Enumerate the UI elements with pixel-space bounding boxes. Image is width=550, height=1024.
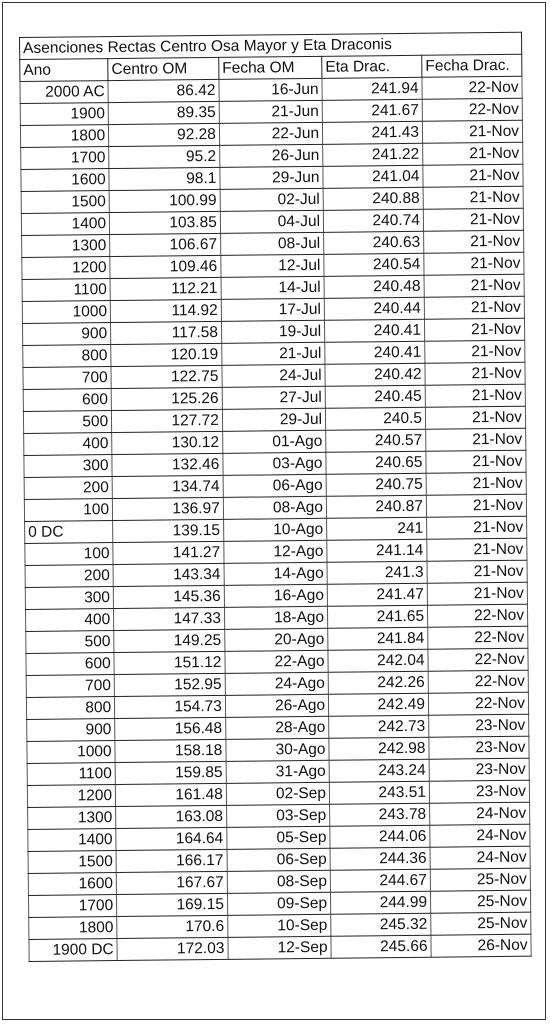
cell-fecha-om: 10-Sep bbox=[228, 914, 331, 937]
cell-centro-om: 169.15 bbox=[117, 893, 228, 916]
cell-ano: 1000 bbox=[27, 741, 115, 764]
cell-eta-drac: 244.99 bbox=[331, 891, 431, 914]
cell-fecha-om: 26-Jun bbox=[219, 144, 322, 167]
cell-centro-om: 156.48 bbox=[115, 717, 226, 740]
cell-centro-om: 92.28 bbox=[109, 123, 220, 146]
cell-fecha-drac: 21-Nov bbox=[427, 538, 527, 561]
right-ascension-table bbox=[19, 32, 532, 962]
cell-fecha-om: 21-Jul bbox=[222, 342, 325, 365]
cell-ano: 600 bbox=[26, 653, 114, 676]
cell-fecha-drac: 21-Nov bbox=[423, 208, 523, 231]
cell-eta-drac: 244.06 bbox=[330, 825, 430, 848]
cell-ano: 1300 bbox=[28, 807, 116, 830]
cell-fecha-om: 12-Sep bbox=[228, 936, 331, 959]
cell-ano: 800 bbox=[23, 345, 111, 368]
cell-fecha-drac: 21-Nov bbox=[424, 230, 524, 253]
cell-centro-om: 103.85 bbox=[109, 211, 220, 234]
cell-fecha-om: 06-Ago bbox=[223, 474, 326, 497]
cell-fecha-om: 01-Ago bbox=[222, 430, 325, 453]
cell-ano: 300 bbox=[24, 455, 112, 478]
cell-ano: 300 bbox=[25, 587, 113, 610]
cell-eta-drac: 245.32 bbox=[331, 913, 431, 936]
cell-fecha-drac: 23-Nov bbox=[429, 736, 529, 759]
cell-ano: 700 bbox=[26, 675, 114, 698]
cell-centro-om: 117.58 bbox=[111, 321, 222, 344]
cell-centro-om: 134.74 bbox=[112, 475, 223, 498]
cell-fecha-drac: 24-Nov bbox=[430, 802, 530, 825]
cell-centro-om: 172.03 bbox=[117, 937, 228, 960]
cell-fecha-om: 08-Jul bbox=[220, 232, 323, 255]
cell-fecha-om: 16-Jun bbox=[219, 78, 322, 101]
cell-fecha-drac: 22-Nov bbox=[428, 626, 528, 649]
cell-eta-drac: 242.04 bbox=[328, 649, 428, 672]
cell-fecha-om: 08-Ago bbox=[223, 496, 326, 519]
cell-ano: 1800 bbox=[29, 917, 117, 940]
cell-ano: 0 DC bbox=[25, 521, 113, 544]
cell-eta-drac: 240.5 bbox=[325, 407, 425, 430]
cell-centro-om: 166.17 bbox=[116, 849, 227, 872]
cell-centro-om: 164.64 bbox=[116, 827, 227, 850]
cell-fecha-drac: 21-Nov bbox=[427, 560, 527, 583]
cell-ano: 900 bbox=[23, 323, 111, 346]
cell-eta-drac: 243.24 bbox=[329, 759, 429, 782]
cell-fecha-om: 16-Ago bbox=[224, 584, 327, 607]
cell-fecha-drac: 21-Nov bbox=[423, 186, 523, 209]
cell-eta-drac: 240.75 bbox=[326, 473, 426, 496]
cell-centro-om: 151.12 bbox=[114, 651, 225, 674]
cell-ano: 1400 bbox=[28, 829, 116, 852]
cell-centro-om: 120.19 bbox=[111, 343, 222, 366]
cell-centro-om: 141.27 bbox=[113, 541, 224, 564]
cell-ano: 500 bbox=[26, 631, 114, 654]
cell-ano: 1900 bbox=[20, 103, 108, 126]
cell-ano: 800 bbox=[26, 697, 114, 720]
cell-eta-drac: 241.65 bbox=[328, 605, 428, 628]
cell-centro-om: 86.42 bbox=[108, 79, 219, 102]
cell-fecha-om: 02-Sep bbox=[226, 782, 329, 805]
cell-ano: 1600 bbox=[21, 169, 109, 192]
cell-fecha-om: 17-Jul bbox=[221, 298, 324, 321]
cell-eta-drac: 243.78 bbox=[330, 803, 430, 826]
cell-eta-drac: 241.47 bbox=[327, 583, 427, 606]
header-centro-om: Centro OM bbox=[108, 57, 219, 80]
header-eta-drac: Eta Drac. bbox=[322, 55, 422, 78]
cell-ano: 1900 DC bbox=[29, 939, 117, 962]
cell-fecha-drac: 24-Nov bbox=[430, 824, 530, 847]
cell-centro-om: 95.2 bbox=[109, 145, 220, 168]
cell-fecha-drac: 21-Nov bbox=[424, 252, 524, 275]
cell-eta-drac: 240.87 bbox=[326, 495, 426, 518]
cell-fecha-om: 14-Ago bbox=[224, 562, 327, 585]
cell-fecha-drac: 21-Nov bbox=[425, 340, 525, 363]
cell-fecha-om: 21-Jun bbox=[219, 100, 322, 123]
cell-fecha-drac: 25-Nov bbox=[430, 868, 530, 891]
cell-fecha-om: 28-Ago bbox=[225, 716, 328, 739]
cell-fecha-om: 22-Ago bbox=[225, 650, 328, 673]
cell-centro-om: 130.12 bbox=[112, 431, 223, 454]
cell-eta-drac: 240.44 bbox=[324, 297, 424, 320]
cell-fecha-om: 31-Ago bbox=[226, 760, 329, 783]
cell-fecha-om: 05-Sep bbox=[227, 826, 330, 849]
cell-ano: 1100 bbox=[27, 763, 115, 786]
cell-ano: 1200 bbox=[22, 257, 110, 280]
cell-eta-drac: 242.26 bbox=[328, 671, 428, 694]
cell-fecha-om: 20-Ago bbox=[225, 628, 328, 651]
cell-fecha-om: 29-Jul bbox=[222, 408, 325, 431]
cell-eta-drac: 241.14 bbox=[327, 539, 427, 562]
cell-ano: 100 bbox=[24, 499, 112, 522]
cell-fecha-om: 19-Jul bbox=[221, 320, 324, 343]
cell-eta-drac: 242.49 bbox=[328, 693, 428, 716]
header-fecha-drac: Fecha Drac. bbox=[422, 54, 522, 77]
cell-fecha-om: 24-Ago bbox=[225, 672, 328, 695]
cell-eta-drac: 244.67 bbox=[330, 869, 430, 892]
cell-eta-drac: 240.54 bbox=[324, 253, 424, 276]
cell-eta-drac: 240.88 bbox=[323, 187, 423, 210]
cell-centro-om: 127.72 bbox=[112, 409, 223, 432]
cell-centro-om: 163.08 bbox=[116, 805, 227, 828]
cell-eta-drac: 241.22 bbox=[323, 143, 423, 166]
cell-centro-om: 170.6 bbox=[117, 915, 228, 938]
cell-fecha-drac: 21-Nov bbox=[426, 428, 526, 451]
cell-eta-drac: 241 bbox=[327, 517, 427, 540]
cell-eta-drac: 241.67 bbox=[322, 99, 422, 122]
cell-ano: 1000 bbox=[22, 301, 110, 324]
cell-fecha-om: 04-Jul bbox=[220, 210, 323, 233]
cell-fecha-drac: 21-Nov bbox=[427, 582, 527, 605]
cell-centro-om: 109.46 bbox=[110, 255, 221, 278]
cell-fecha-drac: 21-Nov bbox=[423, 164, 523, 187]
cell-centro-om: 167.67 bbox=[116, 871, 227, 894]
cell-ano: 900 bbox=[27, 719, 115, 742]
cell-eta-drac: 240.41 bbox=[325, 319, 425, 342]
cell-fecha-drac: 21-Nov bbox=[427, 516, 527, 539]
cell-centro-om: 147.33 bbox=[114, 607, 225, 630]
scanned-table-sheet bbox=[19, 32, 532, 962]
cell-fecha-drac: 21-Nov bbox=[422, 120, 522, 143]
cell-fecha-drac: 22-Nov bbox=[428, 648, 528, 671]
cell-centro-om: 89.35 bbox=[108, 101, 219, 124]
cell-fecha-om: 26-Ago bbox=[225, 694, 328, 717]
cell-eta-drac: 244.36 bbox=[330, 847, 430, 870]
cell-eta-drac: 245.66 bbox=[331, 935, 431, 958]
cell-fecha-om: 29-Jun bbox=[220, 166, 323, 189]
cell-ano: 1200 bbox=[27, 785, 115, 808]
table-row bbox=[29, 934, 531, 961]
cell-fecha-om: 22-Jun bbox=[219, 122, 322, 145]
cell-fecha-drac: 25-Nov bbox=[430, 890, 530, 913]
cell-ano: 600 bbox=[23, 389, 111, 412]
cell-fecha-om: 18-Ago bbox=[224, 606, 327, 629]
cell-fecha-drac: 22-Nov bbox=[427, 604, 527, 627]
cell-eta-drac: 243.51 bbox=[329, 781, 429, 804]
cell-fecha-drac: 25-Nov bbox=[431, 912, 531, 935]
cell-eta-drac: 240.48 bbox=[324, 275, 424, 298]
cell-fecha-drac: 21-Nov bbox=[426, 494, 526, 517]
table-title: Asenciones Rectas Centro Osa Mayor y Eta Draconis bbox=[20, 32, 522, 59]
cell-centro-om: 132.46 bbox=[112, 453, 223, 476]
cell-ano: 100 bbox=[25, 543, 113, 566]
cell-centro-om: 161.48 bbox=[115, 783, 226, 806]
cell-ano: 2000 AC bbox=[20, 81, 108, 104]
cell-centro-om: 125.26 bbox=[111, 387, 222, 410]
cell-ano: 500 bbox=[23, 411, 111, 434]
cell-fecha-om: 03-Ago bbox=[223, 452, 326, 475]
cell-eta-drac: 241.84 bbox=[328, 627, 428, 650]
cell-fecha-drac: 26-Nov bbox=[431, 934, 531, 957]
cell-centro-om: 136.97 bbox=[112, 497, 223, 520]
cell-fecha-om: 27-Jul bbox=[222, 386, 325, 409]
cell-ano: 1800 bbox=[20, 125, 108, 148]
cell-fecha-drac: 22-Nov bbox=[428, 692, 528, 715]
cell-centro-om: 139.15 bbox=[113, 519, 224, 542]
cell-fecha-drac: 22-Nov bbox=[428, 670, 528, 693]
cell-fecha-drac: 21-Nov bbox=[426, 472, 526, 495]
cell-centro-om: 112.21 bbox=[110, 277, 221, 300]
cell-fecha-drac: 21-Nov bbox=[426, 450, 526, 473]
cell-fecha-drac: 21-Nov bbox=[424, 274, 524, 297]
cell-eta-drac: 240.63 bbox=[324, 231, 424, 254]
cell-ano: 1400 bbox=[21, 213, 109, 236]
header-fecha-om: Fecha OM bbox=[219, 56, 322, 79]
cell-fecha-drac: 22-Nov bbox=[422, 76, 522, 99]
cell-centro-om: 100.99 bbox=[109, 189, 220, 212]
cell-eta-drac: 241.3 bbox=[327, 561, 427, 584]
cell-ano: 1700 bbox=[28, 895, 116, 918]
cell-fecha-drac: 23-Nov bbox=[429, 758, 529, 781]
cell-fecha-om: 09-Sep bbox=[227, 892, 330, 915]
cell-eta-drac: 242.73 bbox=[329, 715, 429, 738]
cell-centro-om: 114.92 bbox=[110, 299, 221, 322]
cell-eta-drac: 241.94 bbox=[322, 77, 422, 100]
cell-eta-drac: 241.43 bbox=[322, 121, 422, 144]
cell-fecha-om: 30-Ago bbox=[226, 738, 329, 761]
cell-ano: 1500 bbox=[28, 851, 116, 874]
cell-centro-om: 149.25 bbox=[114, 629, 225, 652]
cell-fecha-drac: 21-Nov bbox=[424, 318, 524, 341]
cell-centro-om: 159.85 bbox=[115, 761, 226, 784]
cell-fecha-drac: 21-Nov bbox=[425, 406, 525, 429]
cell-ano: 1700 bbox=[21, 147, 109, 170]
cell-ano: 400 bbox=[24, 433, 112, 456]
cell-centro-om: 145.36 bbox=[113, 585, 224, 608]
cell-ano: 700 bbox=[23, 367, 111, 390]
cell-eta-drac: 241.04 bbox=[323, 165, 423, 188]
cell-ano: 1500 bbox=[21, 191, 109, 214]
cell-eta-drac: 240.74 bbox=[323, 209, 423, 232]
table-body bbox=[20, 76, 531, 961]
cell-centro-om: 122.75 bbox=[111, 365, 222, 388]
cell-ano: 1300 bbox=[22, 235, 110, 258]
cell-fecha-drac: 21-Nov bbox=[425, 384, 525, 407]
cell-eta-drac: 240.41 bbox=[325, 341, 425, 364]
cell-centro-om: 158.18 bbox=[115, 739, 226, 762]
cell-eta-drac: 240.57 bbox=[326, 429, 426, 452]
cell-fecha-om: 24-Jul bbox=[222, 364, 325, 387]
cell-eta-drac: 240.45 bbox=[325, 385, 425, 408]
cell-fecha-drac: 21-Nov bbox=[423, 142, 523, 165]
cell-ano: 400 bbox=[25, 609, 113, 632]
cell-ano: 1600 bbox=[28, 873, 116, 896]
cell-fecha-om: 10-Ago bbox=[223, 518, 326, 541]
cell-fecha-drac: 23-Nov bbox=[429, 714, 529, 737]
header-ano: Ano bbox=[20, 59, 108, 82]
cell-fecha-drac: 21-Nov bbox=[425, 362, 525, 385]
cell-fecha-om: 12-Ago bbox=[224, 540, 327, 563]
cell-fecha-drac: 23-Nov bbox=[429, 780, 529, 803]
cell-fecha-om: 08-Sep bbox=[227, 870, 330, 893]
cell-fecha-om: 12-Jul bbox=[221, 254, 324, 277]
cell-fecha-om: 14-Jul bbox=[221, 276, 324, 299]
cell-eta-drac: 240.42 bbox=[325, 363, 425, 386]
cell-centro-om: 106.67 bbox=[110, 233, 221, 256]
cell-centro-om: 154.73 bbox=[115, 695, 226, 718]
cell-fecha-om: 02-Jul bbox=[220, 188, 323, 211]
cell-eta-drac: 242.98 bbox=[329, 737, 429, 760]
cell-fecha-om: 03-Sep bbox=[226, 804, 329, 827]
cell-ano: 1100 bbox=[22, 279, 110, 302]
cell-fecha-drac: 21-Nov bbox=[424, 296, 524, 319]
cell-fecha-drac: 24-Nov bbox=[430, 846, 530, 869]
cell-fecha-drac: 22-Nov bbox=[422, 98, 522, 121]
cell-fecha-om: 06-Sep bbox=[227, 848, 330, 871]
cell-centro-om: 98.1 bbox=[109, 167, 220, 190]
cell-ano: 200 bbox=[25, 565, 113, 588]
cell-centro-om: 143.34 bbox=[113, 563, 224, 586]
cell-centro-om: 152.95 bbox=[114, 673, 225, 696]
cell-eta-drac: 240.65 bbox=[326, 451, 426, 474]
cell-ano: 200 bbox=[24, 477, 112, 500]
